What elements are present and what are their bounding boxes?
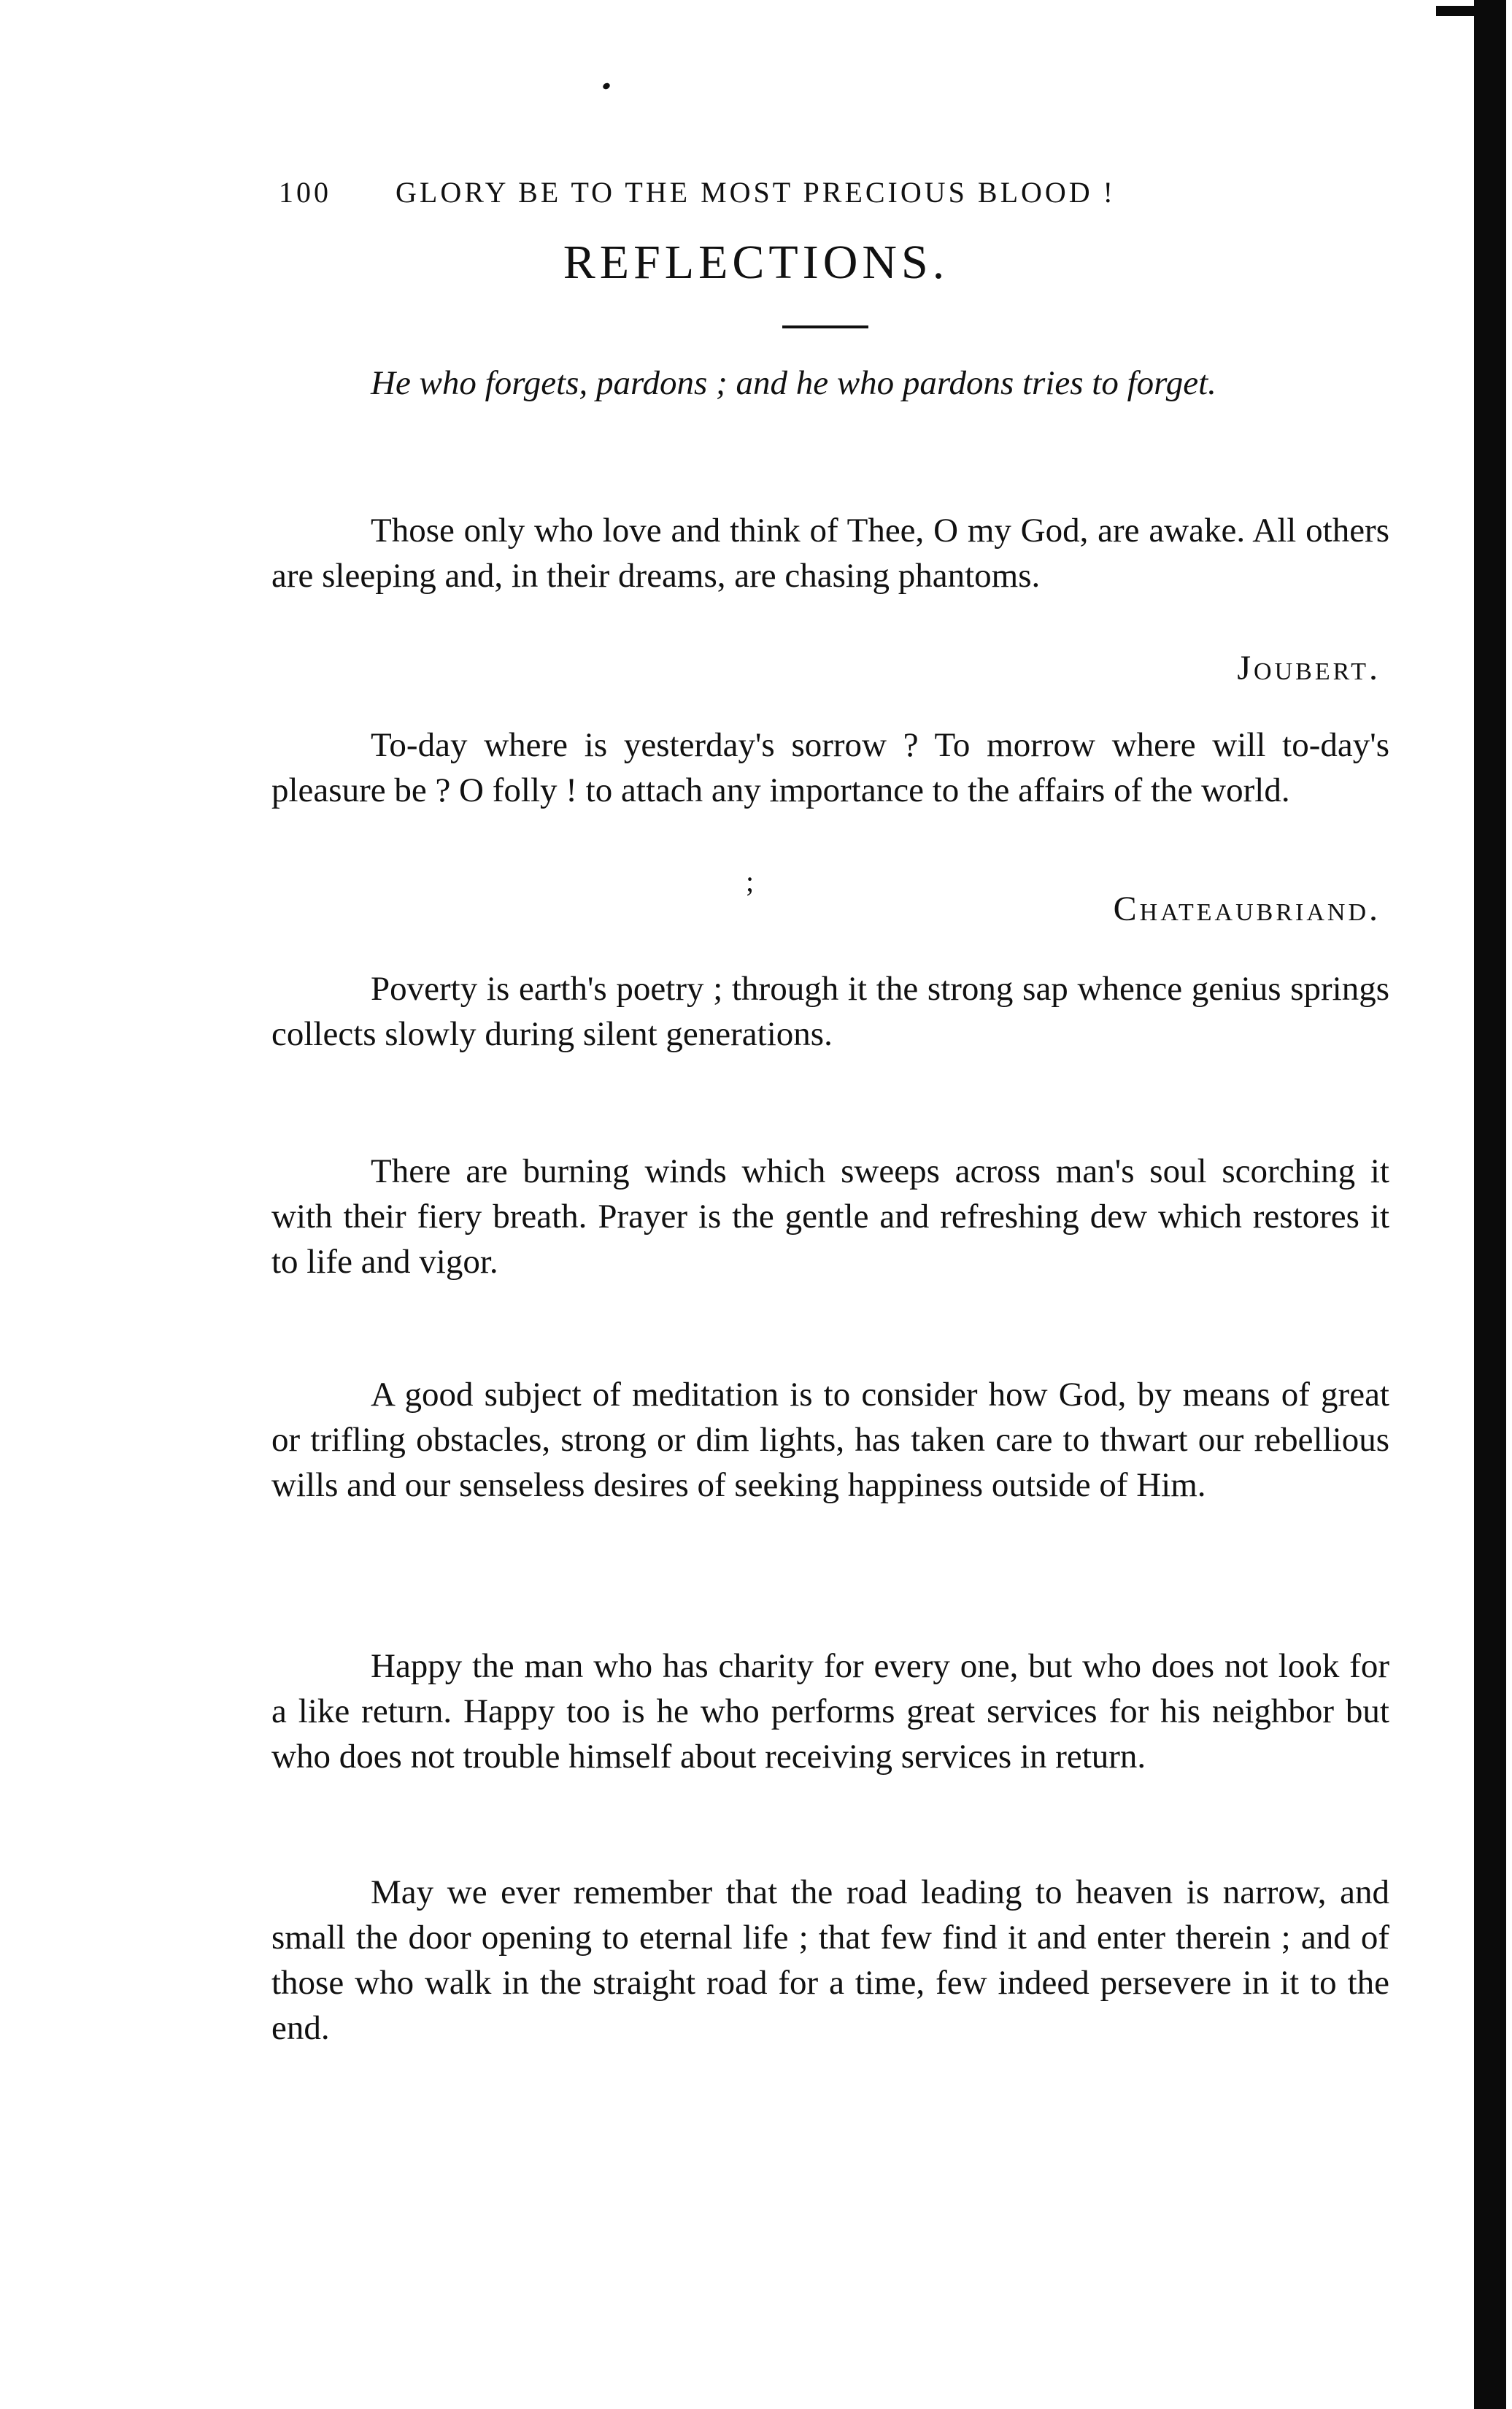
reflection-paragraph: There are burning winds which sweeps across man's soul scorching it with their fiery breath. Prayer is the gentle and refreshing dew which restores it to life and vigor. xyxy=(271,1152,1389,1281)
attribution: Joubert. xyxy=(1237,649,1381,687)
title-rule xyxy=(782,325,868,328)
reflection-paragraph: Happy the man who has charity for every one, but who does not look for a like return. Happy too is he who performs great services for his neighbor but who does not trouble himself about receiving services in return. xyxy=(271,1647,1389,1776)
reflection-paragraph: A good subject of meditation is to consider how God, by means of great or trifling obstacles, strong or dim lights, has taken care to thwart our rebellious wills and our senseless desires of seeking happiness outside of Him. xyxy=(271,1376,1389,1504)
reflection-paragraph: Those only who love and think of Thee, O my God, are awake. All others are sleeping and, in their dreams, are chasing phantoms. xyxy=(271,512,1389,595)
attribution: Chateaubriand. xyxy=(1113,890,1381,928)
running-header xyxy=(279,175,1373,209)
page-number: 100 xyxy=(279,176,331,209)
reflection-paragraph: May we ever remember that the road leading to heaven is narrow, and small the door opening to eternal life ; that few find it and enter therein ; and of those who walk in the straight road for a time, few indeed persevere in it to the end. xyxy=(271,1873,1389,2047)
stray-mark: ; xyxy=(746,865,755,898)
ink-speck xyxy=(602,82,612,90)
page-edge-shadow xyxy=(1474,0,1506,2409)
section-title: REFLECTIONS. xyxy=(563,236,949,289)
reflection-paragraph: Poverty is earth's poetry ; through it the strong sap whence genius springs collects slowly during silent generations. xyxy=(271,970,1389,1053)
running-title: GLORY BE TO THE MOST PRECIOUS BLOOD ! xyxy=(396,176,1116,209)
reflection-paragraph: To-day where is yesterday's sorrow ? To morrow where will to-day's pleasure be ? O folly ! to attach any importance to the affairs of the world. xyxy=(271,726,1389,809)
reflection-paragraph: He who forgets, pardons ; and he who pardons tries to forget. xyxy=(371,364,1216,402)
